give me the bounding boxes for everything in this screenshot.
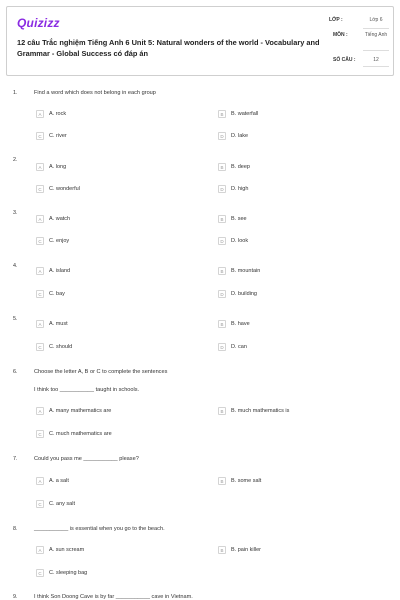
option-letter-box: D [218,132,226,140]
option-b[interactable] [218,545,261,555]
option-letter-box: B [218,477,226,485]
quizizz-logo: Quizizz [17,16,60,30]
option-text: C. sleeping bag [49,570,88,576]
option-text: D. high [231,186,249,192]
option-text: D. can [231,344,247,350]
option-letter-box: B [218,215,226,223]
question-count-label: SỐ CÂU : [333,57,356,63]
option-text: C. enjoy [49,238,70,244]
option-letter-box: C [36,500,44,508]
option-letter-box: A [36,215,44,223]
option-a[interactable] [36,545,84,555]
option-text: A. must [49,321,68,327]
option-b[interactable] [218,266,260,276]
option-a[interactable] [36,476,69,486]
question-number: 5. [13,316,18,322]
option-text: D. building [231,291,257,297]
option-letter-box: A [36,546,44,554]
question-text: Could you pass me ___________ please? [34,456,139,462]
question-count-value: 12 [373,57,379,63]
subject-label: MÔN : [333,32,348,38]
option-text: C. bay [49,291,65,297]
question-number: 2. [13,157,18,163]
option-letter-box: A [36,163,44,171]
option-a[interactable] [36,214,70,224]
option-text: A. sun scream [49,547,85,553]
option-b[interactable] [218,319,250,329]
option-d[interactable] [218,289,257,299]
option-text: B. much mathematics is [231,408,290,414]
option-text: A. long [49,164,67,170]
question-number: 3. [13,210,18,216]
option-letter-box: B [218,546,226,554]
question-instruction: Choose the letter A, B or C to complete the sentences [34,369,168,375]
class-value: Lớp 6 [369,17,383,23]
option-c[interactable] [36,236,69,246]
option-letter-box: A [36,320,44,328]
question-number: 1. [13,90,18,96]
option-d[interactable] [218,236,248,246]
option-letter-box: B [218,110,226,118]
option-letter-box: D [218,343,226,351]
option-letter-box: D [218,185,226,193]
option-text: C. any salt [49,501,75,507]
option-text: B. have [231,321,250,327]
option-letter-box: D [218,290,226,298]
option-c[interactable] [36,429,112,439]
option-text: D. lake [231,133,249,139]
option-text: B. see [231,216,247,222]
option-a[interactable] [36,162,66,172]
option-b[interactable] [218,476,261,486]
option-a[interactable] [36,319,68,329]
option-letter-box: C [36,185,44,193]
option-c[interactable] [36,131,67,141]
question-number: 7. [13,456,18,462]
option-letter-box: C [36,290,44,298]
option-letter-box: A [36,477,44,485]
question-number: 4. [13,263,18,269]
option-letter-box: B [218,267,226,275]
worksheet-header [6,6,394,76]
option-letter-box: D [218,237,226,245]
option-text: D. look [231,238,249,244]
option-letter-box: B [218,320,226,328]
option-c[interactable] [36,499,75,509]
option-text: C. much mathematics are [49,431,112,437]
option-letter-box: C [36,569,44,577]
option-a[interactable] [36,109,66,119]
option-text: A. a salt [49,478,69,484]
option-b[interactable] [218,214,247,224]
option-c[interactable] [36,568,87,578]
question-text: I think too ___________ taught in schools. [34,387,140,393]
option-text: B. mountain [231,268,261,274]
option-text: B. deep [231,164,250,170]
option-text: A. watch [49,216,71,222]
option-text: C. wonderful [49,186,80,192]
option-text: B. waterfall [231,111,259,117]
question-text: I think Son Doong Cave is by far ___________ cave in Vietnam. [34,594,193,600]
subject-value: Tiếng Anh [364,32,388,38]
option-c[interactable] [36,184,80,194]
option-letter-box: C [36,430,44,438]
option-b[interactable] [218,162,250,172]
option-a[interactable] [36,266,70,276]
question-number: 8. [13,526,18,532]
option-letter-box: A [36,267,44,275]
option-b[interactable] [218,406,289,416]
option-letter-box: B [218,163,226,171]
option-text: A. rock [49,111,67,117]
question-text: ___________ is essential when you go to the beach. [34,526,165,532]
question-text: Find a word which does not belong in each group [34,90,156,96]
option-a[interactable] [36,406,111,416]
option-d[interactable] [218,131,248,141]
class-label: LỚP : [329,17,343,23]
option-letter-box: A [36,110,44,118]
option-letter-box: A [36,407,44,415]
question-number: 6. [13,369,18,375]
option-text: A. island [49,268,71,274]
option-text: B. pain killer [231,547,261,553]
option-text: A. many mathematics are [49,408,112,414]
option-text: B. some salt [231,478,262,484]
option-letter-box: C [36,343,44,351]
option-text: C. should [49,344,73,350]
worksheet-title: 12 câu Trắc nghiệm Tiếng Anh 6 Unit 5: Natural wonders of the world - Vocabulary and Grammar - Global Success có đáp án [17,38,320,58]
option-c[interactable] [36,289,65,299]
option-c[interactable] [36,342,72,352]
option-d[interactable] [218,342,247,352]
option-text: C. river [49,133,67,139]
option-b[interactable] [218,109,258,119]
option-letter-box: C [36,132,44,140]
option-d[interactable] [218,184,248,194]
question-number: 9. [13,594,18,600]
option-letter-box: C [36,237,44,245]
option-letter-box: B [218,407,226,415]
